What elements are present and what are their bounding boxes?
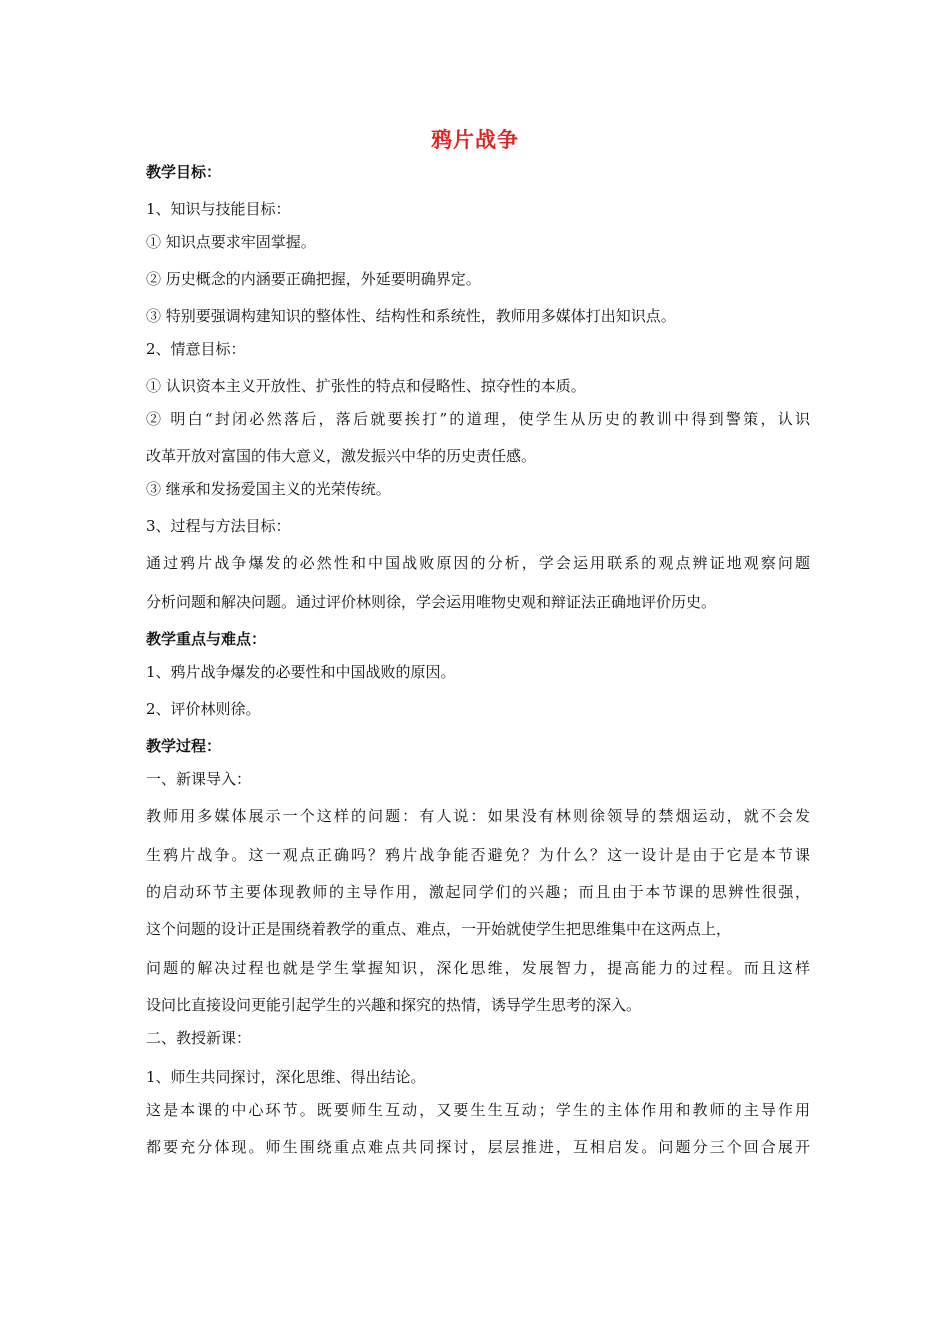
paragraph-line: 2、评价林则徐。	[146, 700, 261, 718]
paragraph-line: ① 认识资本主义开放性、扩张性的特点和侵略性、掠夺性的本质。	[146, 377, 586, 395]
paragraph-line: ③ 特别要强调构建知识的整体性、结构性和系统性，教师用多媒体打出知识点。	[146, 307, 676, 325]
paragraph-line: 一、新课导入：	[146, 770, 252, 788]
paragraph-line: 教师用多媒体展示一个这样的问题：有人说：如果没有林则徐领导的禁烟运动，就不会发	[146, 807, 810, 825]
section-heading-key-points: 教学重点与难点：	[146, 630, 267, 648]
paragraph-line: 1、知识与技能目标：	[146, 200, 291, 218]
paragraph-line: ② 历史概念的内涵要正确把握，外延要明确界定。	[146, 270, 481, 288]
paragraph-line: 1、鸦片战争爆发的必要性和中国战败的原因。	[146, 663, 456, 681]
paragraph-line: 这个问题的设计正是围绕着教学的重点、难点，一开始就使学生把思维集中在这两点上，	[146, 920, 732, 938]
paragraph-line: 问题的解决过程也就是学生掌握知识，深化思维，发展智力，提高能力的过程。而且这样	[146, 959, 810, 977]
paragraph-line: 二、教授新课：	[146, 1029, 252, 1047]
paragraph-line: ① 知识点要求牢固掌握。	[146, 233, 316, 251]
paragraph-line: 3、过程与方法目标：	[146, 517, 291, 535]
paragraph-line: 的启动环节主要体现教师的主导作用，激起同学们的兴趣；而且由于本节课的思辨性很强，	[146, 883, 810, 901]
paragraph-line: 这是本课的中心环节。既要师生互动，又要生生互动；学生的主体作用和教师的主导作用	[146, 1101, 810, 1119]
paragraph-line: 生鸦片战争。这一观点正确吗？鸦片战争能否避免？为什么？这一设计是由于它是本节课	[146, 846, 810, 864]
paragraph-line: 通过鸦片战争爆发的必然性和中国战败原因的分析，学会运用联系的观点辨证地观察问题	[146, 554, 810, 572]
paragraph-line: 分析问题和解决问题。通过评价林则徐，学会运用唯物史观和辩证法正确地评价历史。	[146, 593, 717, 611]
paragraph-line: 都要充分体现。师生围绕重点难点共同探讨，层层推进，互相启发。问题分三个回合展开	[146, 1138, 810, 1156]
paragraph-line: 改革开放对富国的伟大意义，激发振兴中华的历史责任感。	[146, 447, 537, 465]
section-heading-objectives: 教学目标：	[146, 163, 222, 181]
paragraph-line: 2、情意目标：	[146, 340, 246, 358]
paragraph-line: ② 明白“封闭必然落后，落后就要挨打”的道理，使学生从历史的教训中得到警策，认识	[146, 410, 810, 428]
paragraph-line: 1、师生共同探讨，深化思维、得出结论。	[146, 1068, 426, 1086]
document-title: 鸦片战争	[431, 128, 519, 152]
paragraph-line: ③ 继承和发扬爱国主义的光荣传统。	[146, 480, 391, 498]
section-heading-process: 教学过程：	[146, 737, 222, 755]
document-body	[146, 162, 810, 1157]
paragraph-line: 设问比直接设问更能引起学生的兴趣和探究的热情，诱导学生思考的深入。	[146, 996, 642, 1014]
